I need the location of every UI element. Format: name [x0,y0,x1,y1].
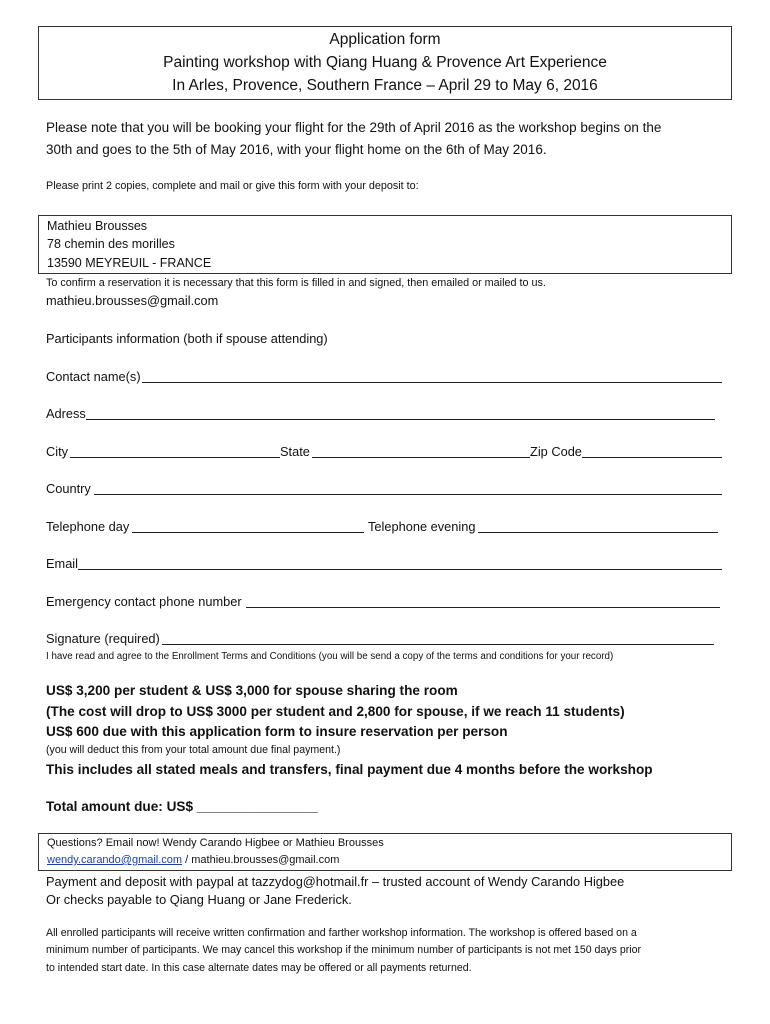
participants-heading: Participants information (both if spouse attending) [46,331,328,346]
address-blank[interactable] [86,419,715,420]
country-field[interactable] [46,481,726,499]
questions-box [38,833,732,871]
contact-names-field[interactable] [46,369,726,387]
contact-names-blank[interactable] [142,382,722,383]
mailing-address-box [38,215,732,274]
zip-label: Zip Code [530,444,582,459]
footer-line2: minimum number of participants. We may cancel this workshop if the minimum number of participants is not met 150 days prior [46,944,642,956]
emergency-contact-blank[interactable] [246,607,720,608]
signature-field[interactable] [46,631,726,649]
print-instructions: Please print 2 copies, complete and mail or give this form with your deposit to: [46,180,419,192]
footer-line3: to intended start date. In this case alternate dates may be offered or all payments returned. [46,962,472,974]
address-street: 78 chemin des morilles [47,237,175,251]
telephone-day-label: Telephone day [46,519,130,534]
flight-note-line2: 30th and goes to the 5th of May 2016, with your flight home on the 6th of May 2016. [46,142,547,157]
contact-names-label: Contact name(s) [46,369,141,384]
telephone-day-blank[interactable] [132,532,364,533]
emergency-contact-label: Emergency contact phone number [46,594,242,609]
contact-email: mathieu.brousses@gmail.com [46,293,219,308]
reservation-note: To confirm a reservation it is necessary that this form is filled in and signed, then emailed or mailed to us. [46,277,546,289]
city-blank[interactable] [70,457,280,458]
questions-line: Questions? Email now! Wendy Carando Higbee or Mathieu Brousses [47,837,384,849]
email-blank[interactable] [78,569,722,570]
zip-blank[interactable] [582,457,722,458]
signature-label: Signature (required) [46,631,160,646]
pricing-line1: US$ 3,200 per student & US$ 3,000 for spouse sharing the room [46,683,458,698]
payment-line2: Or checks payable to Qiang Huang or Jane Frederick. [46,892,352,907]
telephone-evening-blank[interactable] [478,532,718,533]
telephone-evening-label: Telephone evening [368,519,476,534]
form-title: Application form [329,31,441,48]
workshop-location-dates: In Arles, Provence, Southern France – April 29 to May 6, 2016 [172,77,598,94]
address-name: Mathieu Brousses [47,219,148,233]
total-amount-due[interactable]: Total amount due: US$ ________________ [46,799,318,814]
wendy-email-link[interactable]: wendy.carando@gmail.com [47,854,183,866]
footer-line1: All enrolled participants will receive written confirmation and farther workshop information. The workshop is offered based on a [46,927,637,939]
pricing-line5: This includes all stated meals and transfers, final payment due 4 months before the workshop [46,762,653,777]
address-city: 13590 MEYREUIL - FRANCE [47,256,212,270]
address-field[interactable] [46,406,726,424]
email-field[interactable] [46,556,726,574]
telephone-field [46,519,726,537]
city-label: City [46,444,69,459]
mathieu-email: / mathieu.brousses@gmail.com [182,854,340,866]
payment-line1: Payment and deposit with paypal at tazzydog@hotmail.fr – trusted account of Wendy Carando Higbee [46,874,625,889]
signature-blank[interactable] [162,644,714,645]
workshop-title: Painting workshop with Qiang Huang & Provence Art Experience [163,54,607,71]
pricing-line2: (The cost will drop to US$ 3000 per student and 2,800 for spouse, if we reach 11 students) [46,704,625,719]
form-header [38,26,732,100]
state-blank[interactable] [312,457,530,458]
agreement-note: I have read and agree to the Enrollment Terms and Conditions (you will be send a copy of the terms and conditions for your record) [46,651,614,662]
pricing-line4: (you will deduct this from your total amount due final payment.) [46,744,341,756]
city-state-zip-field [46,444,726,462]
country-label: Country [46,481,91,496]
address-label: Adress [46,406,86,421]
email-label: Email [46,556,78,571]
state-label: State [280,444,310,459]
emergency-contact-field[interactable] [46,594,726,612]
questions-emails [47,854,339,866]
country-blank[interactable] [94,494,722,495]
pricing-line3: US$ 600 due with this application form to insure reservation per person [46,724,508,739]
flight-note-line1: Please note that you will be booking your flight for the 29th of April 2016 as the workshop begins on the [46,120,662,135]
